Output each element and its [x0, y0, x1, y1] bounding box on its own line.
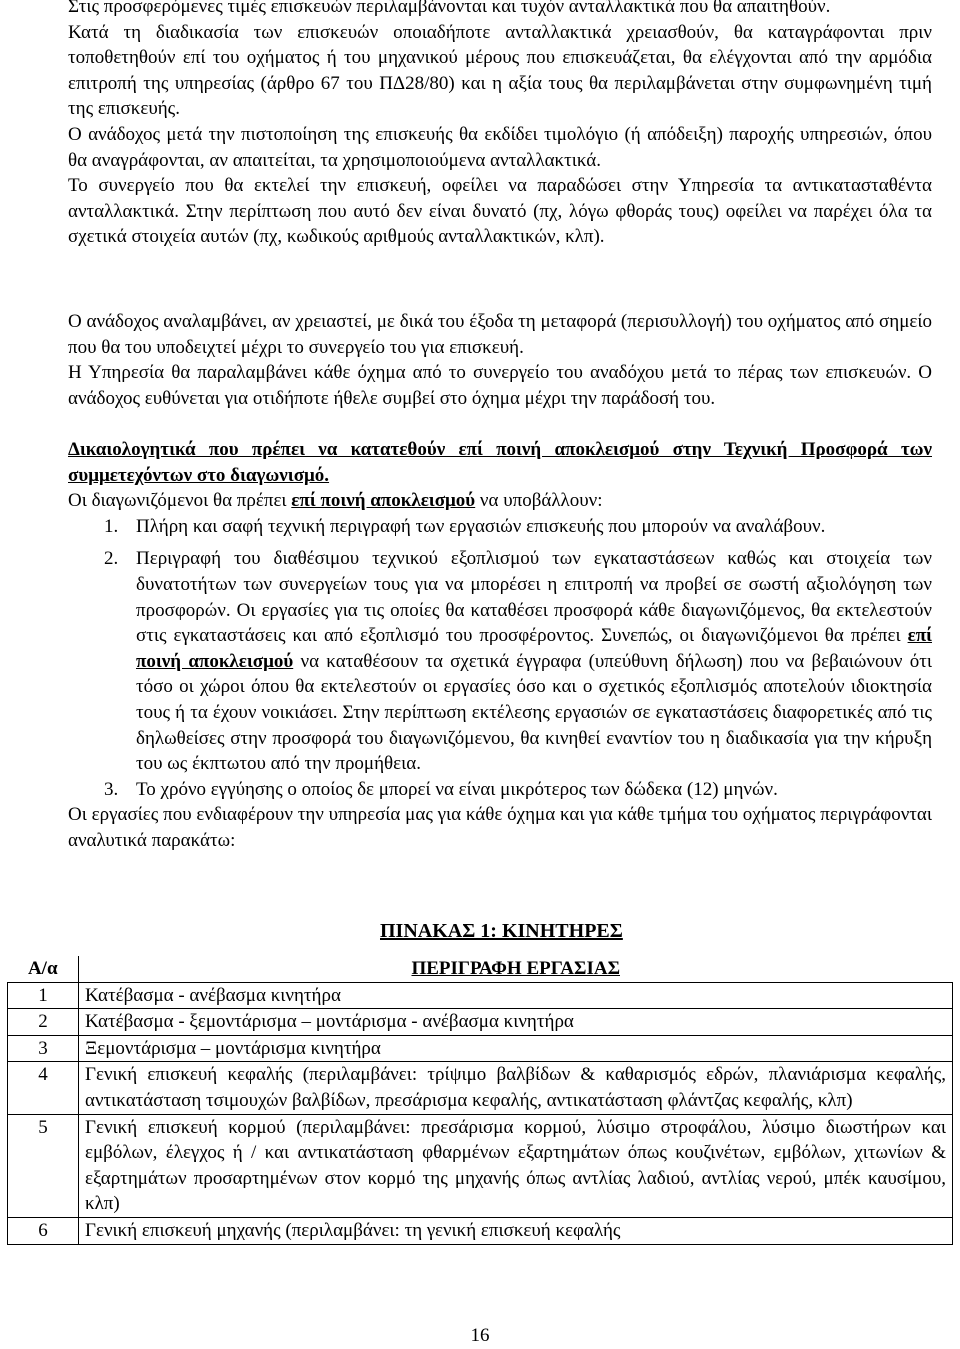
list-item-text: να καταθέσουν τα σχετικά έγγραφα (υπεύθυνη δήλωση) που να βεβαιώνουν ότι τόσο οι χώροι όπου θα εκτελεστούν οι εργασίες όσο και ο σχετικός εξοπλισμός αποτελούν ιδιοκτησία τους ή τα έχουν νοικιάσει. Στην περίπτωση εκτέλεσης εργασιών σε εγκαταστάσεις διαφορετικές από τις δηλωθείσες στην προσφορά του διαγωνιζόμενου, θα κινηθεί εναντίον του η διαδικασία για την κήρυξη του ως έκπτωτου από την προμήθεια.: [136, 650, 932, 775]
row-description: Γενική επισκευή κεφαλής (περιλαμβάνει: τρίψιμο βαλβίδων & καθαρισμός εδρών, πλανιάρισμα κεφαλής, αντικατάσταση τσιμουχών βαλβίδων, πρεσάρισμα κεφαλής, αντικατάσταση φλάντζας κεφαλής, κλπ): [79, 1062, 953, 1114]
intro-line: Ο ανάδοχος μετά την πιστοποίηση της επισκευής θα εκδίδει τιμολόγιο (ή απόδειξη) παροχής υπηρεσιών, όπου θα αναγράφονται, αν απαιτείται, τα χρησιμοποιούμενα ανταλλακτικά.: [68, 123, 932, 171]
list-item-number: 2.: [104, 548, 119, 570]
transport-paragraph: Η Υπηρεσία θα παραλαμβάνει κάθε όχημα από το συνεργείο του αναδόχου μετά το πέρας των επισκευών. Ο ανάδοχος ευθύνεται για οτιδήποτε ήθελε συμβεί στο όχημα μέχρι την παράδοσή του.: [68, 362, 932, 409]
documents-heading: Δικαιολογητικά που πρέπει να κατατεθούν επί ποινή αποκλεισμού στην Τεχνική Προσφορά των συμμετεχόντων στο διαγωνισμό.: [68, 439, 932, 486]
list-item-emphasis: επί ποινή αποκλεισμού: [136, 625, 932, 672]
transport-paragraph: Ο ανάδοχος αναλαμβάνει, αν χρειαστεί, με δικά του έξοδα τη μεταφορά (περισυλλογή) του οχήματος από σημείο που θα του υποδειχτεί μέχρι το συνεργείο του για επισκευή.: [68, 311, 932, 358]
table-title: ΠΙΝΑΚΑΣ 1: ΚΙΝΗΤΗΡΕΣ: [380, 920, 623, 942]
list-item: [68, 514, 932, 540]
list-item-text: Πλήρη και σαφή τεχνική περιγραφή των εργασιών επισκευής που μπορούν να αναλάβουν.: [136, 515, 826, 537]
row-number: 1: [8, 982, 79, 1009]
row-number: 4: [8, 1062, 79, 1114]
table-row: [8, 1062, 953, 1114]
list-item-number: 3.: [104, 778, 119, 800]
intro-line: Στις προσφερόμενες τιμές επισκευών περιλαμβάνονται και τυχόν ανταλλακτικά που θα απαιτηθούν.: [68, 0, 831, 17]
column-header-number: Α/α: [8, 956, 79, 982]
transport-section: [68, 309, 932, 411]
row-number: 3: [8, 1035, 79, 1062]
row-description: Κατέβασμα - ανέβασμα κινητήρα: [79, 982, 953, 1009]
table-header-row: [8, 956, 953, 982]
row-description: Γενική επισκευή μηχανής (περιλαμβάνει: τη γενική επισκευή κεφαλής: [79, 1217, 953, 1244]
intro-line: Το συνεργείο που θα εκτελεί την επισκευή, οφείλει να παραδώσει στην Υπηρεσία τα αντικατασταθέντα ανταλλακτικά. Στην περίπτωση που αυτό δεν είναι δυνατό (πχ, λόγω φθοράς τους) οφείλει να παρέχει όλα τα σχετικά στοιχεία αυτών (πχ, κωδικούς αριθμούς ανταλλακτικών, κλπ).: [68, 175, 932, 248]
documents-lead-before: Οι διαγωνιζόμενοι θα πρέπει: [68, 490, 292, 512]
documents-lead: [68, 488, 932, 514]
list-item-text: Το χρόνο εγγύησης ο οποίος δε μπορεί να είναι μικρότερος των δώδεκα (12) μηνών.: [136, 778, 778, 800]
row-description: Ξεμοντάρισμα – μοντάρισμα κινητήρα: [79, 1035, 953, 1062]
row-number: 6: [8, 1217, 79, 1244]
intro-line: Κατά τη διαδικασία των επισκευών οποιαδήποτε ανταλλακτικά χρειασθούν, θα καταγράφονται πριν τοποθετηθούν επί του οχήματος ή του μηχανικού μέρους που επισκευάζεται, θα ελέγχονται από την αρμόδια επιτροπή της υπηρεσίας (άρθρο 67 του ΠΔ28/80) και η αξία τους θα περιλαμβάνεται στην συμφωνημένη τιμή της επισκευής.: [68, 21, 932, 120]
row-number: 5: [8, 1114, 79, 1217]
row-number: 2: [8, 1009, 79, 1036]
documents-closing: Οι εργασίες που ενδιαφέρουν την υπηρεσία μας για κάθε όχημα και για κάθε τμήμα του οχήματος περιγράφονται αναλυτικά παρακάτω:: [68, 804, 932, 851]
table-row: [8, 982, 953, 1009]
list-item: [68, 777, 932, 803]
row-description: Γενική επισκευή κορμού (περιλαμβάνει: πρεσάρισμα κορμού, λύσιμο στροφάλου, λύσιμο διωστήρων και εμβόλων, έλεγχος ή / και αντικατάσταση φθαρμένων εξαρτημάτων όπως κουζινέτων, εμβόλων, χιτωνίων & εξαρτημάτων προσαρτημένων στον κορμό της μηχανής όπως αντλίας λαδιού, αντλίας νερού, μπέκ καυσίμου, κλπ): [79, 1114, 953, 1217]
documents-lead-emphasis: επί ποινή αποκλεισμού: [291, 490, 476, 512]
row-description: Κατέβασμα - ξεμοντάρισμα – μοντάρισμα - ανέβασμα κινητήρα: [79, 1009, 953, 1036]
works-table: [7, 956, 953, 1245]
column-header-description: ΠΕΡΙΓΡΑΦΗ ΕΡΓΑΣΙΑΣ: [79, 956, 953, 982]
list-item-text: Περιγραφή του διαθέσιμου τεχνικού εξοπλισμού των εγκαταστάσεων καθώς και στοιχεία των δυνατοτήτων των συνεργείων τους για να μπορέσει η επιτροπή να προβεί σε σωστή αξιολόγηση των προσφορών. Οι εργασίες για τις οποίες θα καταθέσει προσφορά κάθε διαγωνιζόμενος, θα εκτελεστούν στις εγκαταστάσεις και από εξοπλισμό του προσφέροντος. Συνεπώς, οι διαγωνιζόμενοι θα πρέπει: [136, 548, 932, 647]
documents-lead-after: να υποβάλλουν:: [475, 490, 603, 512]
table-row: [8, 1217, 953, 1244]
table-row: [8, 1114, 953, 1217]
intro-section: [68, 0, 932, 250]
page-number: 16: [470, 1325, 490, 1346]
table-row: [8, 1035, 953, 1062]
documents-section: [68, 437, 932, 854]
list-item: [68, 546, 932, 776]
table-row: [8, 1009, 953, 1036]
list-item-number: 1.: [104, 515, 119, 537]
